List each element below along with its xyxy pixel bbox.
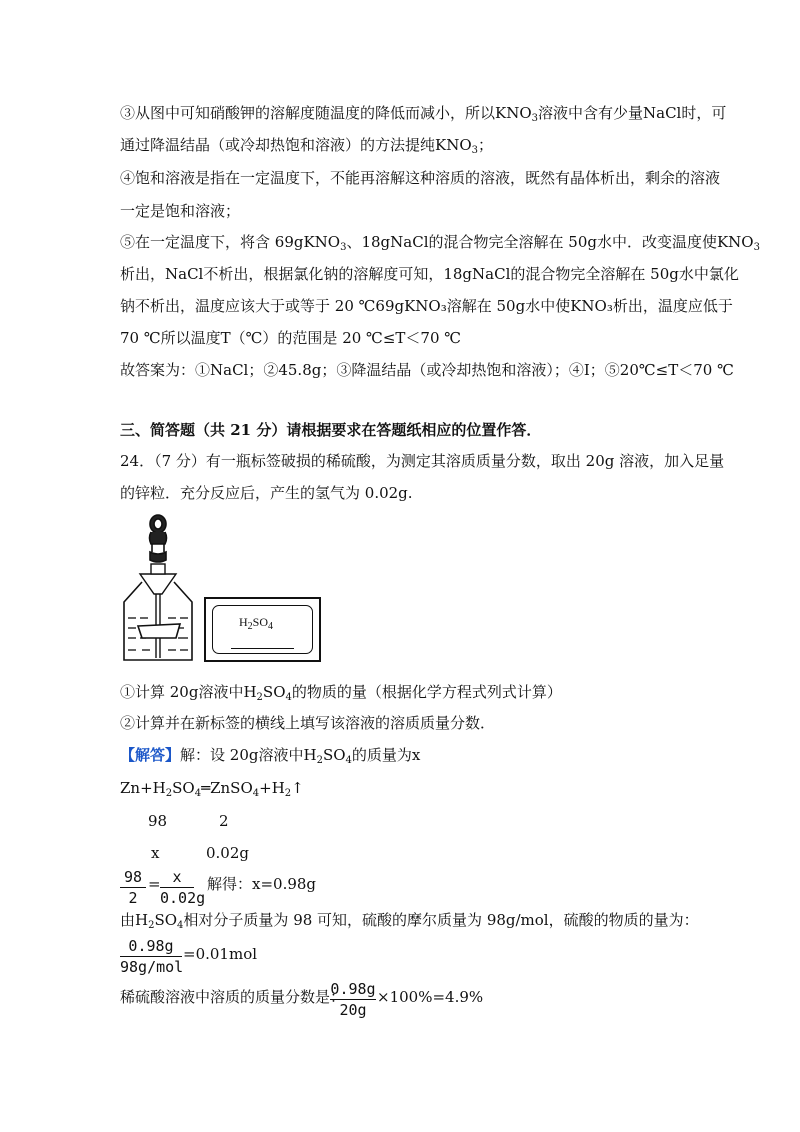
fraction-bar	[120, 887, 146, 888]
text-line	[120, 103, 726, 123]
text: 由H	[120, 911, 149, 929]
text: 的物质的量（根据化学方程式列式计算）	[291, 683, 562, 701]
text-line: 析出，NaCl不析出，根据氯化钠的溶解度可知，18gNaCl的混合物完全溶解在 50g水中氯化	[120, 265, 739, 283]
text: ═ZnSO	[201, 779, 253, 797]
fraction-numerator: x	[172, 868, 182, 886]
fraction-denominator: 98g/mol	[120, 958, 184, 976]
text: 的质量为x	[351, 746, 421, 764]
moles-result: =0.01mol	[183, 945, 258, 963]
molar-mass-h2so4: 98	[148, 812, 168, 830]
text-line: ④饱和溶液是指在一定温度下，不能再溶解这种溶质的溶液，既然有晶体析出，剩余的溶液	[120, 169, 721, 187]
fraction-98-over-2	[120, 868, 146, 907]
subscript: 2	[148, 920, 155, 931]
text: Zn+H	[120, 779, 166, 797]
text: H	[239, 615, 248, 629]
text: ；	[478, 136, 494, 154]
reagent-bottle-figure	[118, 512, 198, 662]
answer-tag: 【解答】	[120, 746, 181, 764]
subscript: 3	[471, 145, 479, 156]
molar-mass-h2: 2	[219, 812, 229, 830]
subscript: 2	[256, 692, 263, 703]
text-line: 故答案为：①NaCl；②45.8g；③降温结晶（或冷却热饱和溶液）；④I；⑤20℃≤T＜70 ℃	[120, 361, 734, 379]
question-part-2: ②计算并在新标签的横线上填写该溶液的溶质质量分数．	[120, 714, 496, 732]
zinc-granule	[138, 624, 180, 638]
fraction-numerator: 98	[123, 868, 143, 886]
text: SO	[322, 746, 346, 764]
fraction-denominator: 20g	[339, 1001, 367, 1019]
fraction-percentage	[330, 980, 376, 1019]
subscript: 2	[165, 788, 173, 799]
fraction-denominator: 2	[128, 889, 138, 907]
subscript: 3	[340, 242, 347, 253]
percentage-label: 稀硫酸溶液中溶质的质量分数是：	[120, 988, 346, 1006]
text: ⑤在一定温度下，将含 69gKNO	[120, 233, 341, 251]
chemical-equation	[120, 778, 304, 798]
text-line: 一定是饱和溶液；	[120, 202, 241, 220]
subscript: 4	[345, 755, 352, 766]
text: 解：设 20g溶液中H	[180, 746, 317, 764]
hydrogen-mass: 0.02g	[206, 844, 250, 862]
subscript: 4	[177, 920, 184, 931]
subscript: 4	[268, 621, 274, 632]
subscript: 2	[316, 755, 323, 766]
fraction-moles	[120, 937, 182, 976]
subscript: 2	[247, 621, 253, 632]
subscript: 4	[194, 788, 202, 799]
text: 相对分子质量为 98 可知，硫酸的摩尔质量为 98g/mol，硫酸的物质的量为：	[183, 911, 699, 929]
text: +H	[259, 779, 285, 797]
fraction-numerator: 0.98g	[330, 980, 376, 998]
question-part-1	[120, 682, 562, 702]
fraction-x-over-002	[160, 868, 206, 907]
answer-line	[120, 745, 420, 765]
label-formula	[239, 615, 273, 630]
equals-sign: =	[148, 875, 161, 893]
subscript: 3	[753, 242, 760, 253]
percentage-result: ×100%=4.9%	[377, 988, 484, 1006]
text-line	[120, 135, 493, 155]
text: 通过降温结晶（或冷却热饱和溶液）的方法提纯KNO	[120, 136, 472, 154]
text: SO	[252, 615, 269, 629]
text: ③从图中可知硝酸钾的溶解度随温度的降低而减小，所以KNO	[120, 104, 532, 122]
section-heading: 三、简答题（共 21 分）请根据要求在答题纸相应的位置作答．	[120, 421, 542, 439]
answer-line	[120, 910, 699, 930]
text: ①计算 20g溶液中H	[120, 683, 257, 701]
subscript: 3	[531, 113, 539, 124]
label-frame	[204, 597, 321, 662]
subscript: 2	[284, 788, 292, 799]
fraction-denominator: 0.02g	[160, 889, 206, 907]
bottle-neck	[151, 564, 165, 574]
fraction-bar	[160, 887, 194, 888]
text-line: 70 ℃所以温度T（℃）的范围是 20 ℃≤T＜70 ℃	[120, 329, 462, 347]
text: SO	[262, 683, 286, 701]
fraction-bar	[330, 999, 376, 1000]
dropper-bulb	[150, 515, 167, 562]
question-text: 24．（7 分）有一瓶标签破损的稀硫酸，为测定其溶质质量分数，取出 20g 溶液，加入足量	[120, 452, 725, 470]
subscript: 4	[252, 788, 260, 799]
unknown-x: x	[151, 844, 160, 862]
text-line	[120, 232, 760, 252]
question-text: 的锌粒．充分反应后，产生的氢气为 0.02g.	[120, 484, 413, 502]
text-line: 钠不析出，温度应该大于或等于 20 ℃69gKNO₃溶解在 50g水中使KNO₃析出，温度应低于	[120, 297, 733, 315]
text: 溶液中含有少量NaCl时，可	[538, 104, 727, 122]
text: 、18gNaCl的混合物完全溶解在 50g水中．改变温度使KNO	[346, 233, 754, 251]
text: SO	[154, 911, 178, 929]
blank-line	[231, 648, 294, 649]
solve-result: 解得：x=0.98g	[207, 875, 317, 893]
subscript: 4	[285, 692, 292, 703]
text: ↑	[291, 779, 304, 797]
text: SO	[172, 779, 195, 797]
fraction-bar	[120, 956, 182, 957]
stopper	[140, 574, 176, 594]
fraction-numerator: 0.98g	[128, 937, 174, 955]
label-inner	[212, 605, 313, 654]
